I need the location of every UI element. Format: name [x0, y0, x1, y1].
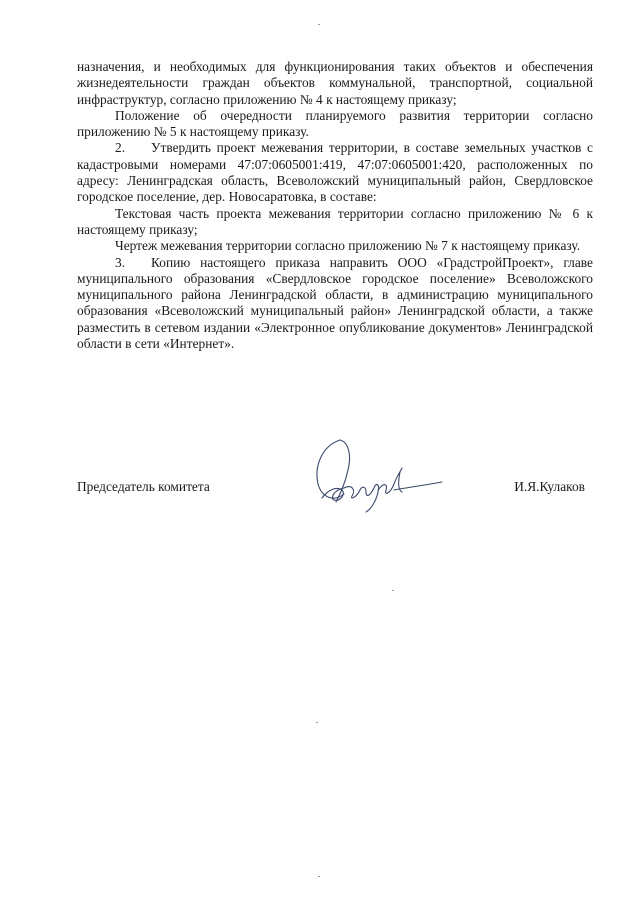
- scan-speck: [392, 590, 394, 591]
- scan-speck: [316, 722, 318, 723]
- signature-row: [77, 479, 593, 501]
- signatory-position: Председатель комитета: [77, 479, 210, 494]
- signatory-name: И.Я.Кулаков: [514, 479, 585, 494]
- scan-speck: [318, 24, 320, 25]
- handwritten-signature: [300, 432, 460, 522]
- paragraph-continuation: назначения, и необходимых для функционирования таких объектов и обеспечения жизнедеятельности граждан объектов коммунальной, транспортной, социальной инфраструктур, согласно приложению № 4 к настоящему приказу;: [77, 59, 593, 107]
- paragraph-priority-provision: Положение об очередности планируемого развития территории согласно приложению № 5 к настоящему приказу.: [77, 107, 593, 140]
- paragraph-drawing: Чертеж межевания территории согласно приложению № 7 к настоящему приказу.: [115, 238, 581, 254]
- item-3-text: Копию настоящего приказа направить ООО «ГрадстройПроект», главе муниципального образования «Свердловское городское поселение» Всеволожского муниципального района Ленинградской области, в администрацию муниципального образования «Всеволожский муниципальный район» Ленинградской области, а также разместить в сетевом издании «Электронное опубликование документов» Ленинградской области в сети «Интернет».: [77, 254, 593, 352]
- item-2-text: Утвердить проект межевания территории, в составе земельных участков с кадастровыми номерами 47:07:0605001:419, 47:07:0605001:420, расположенных по адресу: Ленинградская область, Всеволожский муниципальный район, Свердловское городское поселение, дер. Новосаратовка, в составе:: [77, 140, 593, 205]
- item-number: 2.: [115, 140, 126, 156]
- paragraph-item-3: [77, 255, 593, 353]
- document-body: [77, 59, 593, 352]
- scan-speck: [318, 876, 320, 877]
- paragraph-item-2: [77, 140, 593, 205]
- paragraph-text-part: Текстовая часть проекта межевания территории согласно приложению № 6 к настоящему приказу;: [77, 205, 593, 237]
- item-number: 3.: [115, 254, 126, 270]
